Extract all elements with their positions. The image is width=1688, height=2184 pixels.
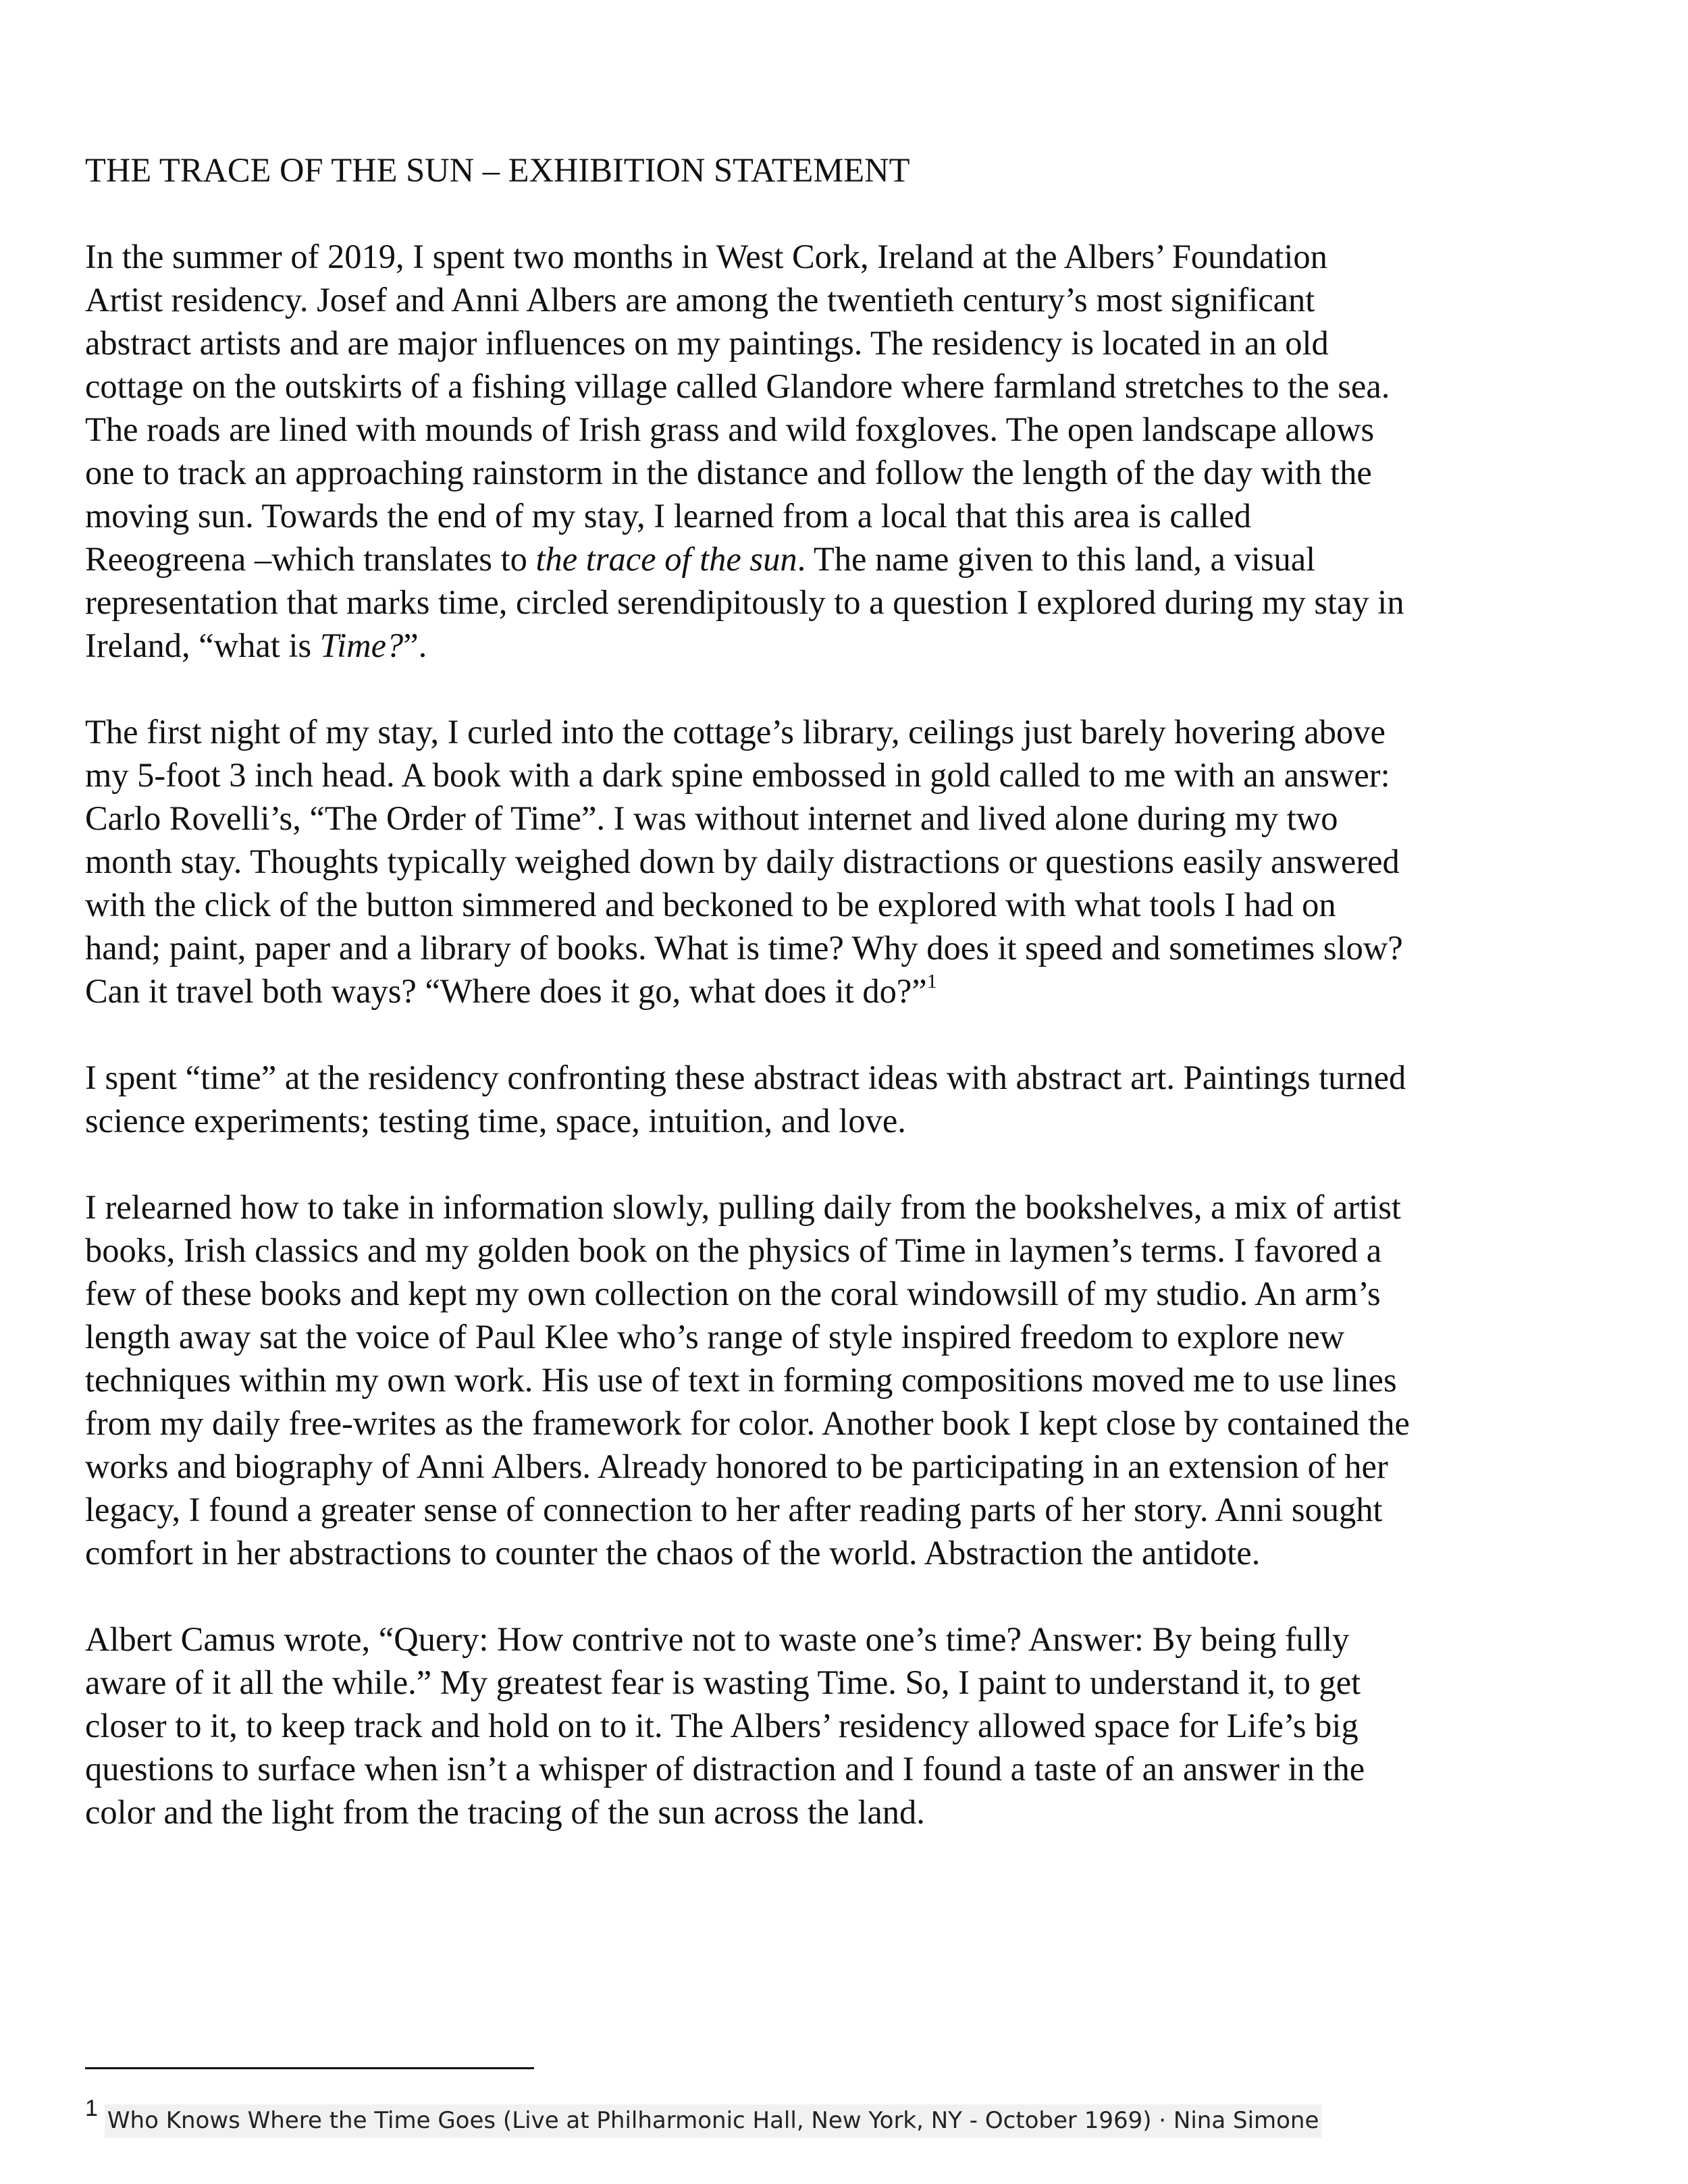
text-line: Carlo Rovelli’s, “The Order of Time”. I was without internet and lived alone during my two	[85, 799, 1338, 837]
italic-phrase: Time?	[319, 627, 404, 664]
italic-phrase: the trace of the sun	[535, 540, 797, 578]
paragraph-2	[85, 710, 1557, 1013]
footnote-link-text[interactable]: Who Knows Where the Time Goes (Live at Philharmonic Hall, New York, NY - October 1969) · Nina Simone	[105, 2104, 1321, 2138]
text-line: comfort in her abstractions to counter the chaos of the world. Abstraction the antidote.	[85, 1534, 1261, 1572]
document-page	[85, 149, 1557, 1877]
document-title: THE TRACE OF THE SUN – EXHIBITION STATEMENT	[85, 151, 910, 189]
text-segment: Reeogreena –which translates to	[85, 540, 536, 578]
footnote	[85, 2096, 1321, 2134]
footnote-reference[interactable]: 1	[926, 970, 937, 992]
text-line: hand; paint, paper and a library of books. What is time? Why does it speed and sometimes slow?	[85, 929, 1403, 967]
text-line: Albert Camus wrote, “Query: How contrive not to waste one’s time? Answer: By being fully	[85, 1620, 1350, 1658]
text-segment: Ireland, “what is	[85, 627, 320, 664]
footnote-separator	[85, 2067, 534, 2069]
paragraph-3	[85, 1056, 1557, 1142]
text-line: closer to it, to keep track and hold on to it. The Albers’ residency allowed space for Life’s big	[85, 1707, 1359, 1744]
text-line: techniques within my own work. His use of text in forming compositions moved me to use lines	[85, 1361, 1397, 1399]
text-segment: Can it travel both ways? “Where does it go, what does it do?”	[85, 972, 927, 1010]
text-line: cottage on the outskirts of a fishing village called Glandore where farmland stretches to the sea.	[85, 367, 1390, 405]
text-line: representation that marks time, circled serendipitously to a question I explored during my stay in	[85, 583, 1404, 621]
footnote-number: 1	[85, 2096, 98, 2121]
text-line: abstract artists and are major influences on my paintings. The residency is located in an old	[85, 324, 1329, 362]
text-line: my 5-foot 3 inch head. A book with a dark spine embossed in gold called to me with an answer:	[85, 756, 1390, 794]
text-line: books, Irish classics and my golden book on the physics of Time in laymen’s terms. I favored a	[85, 1231, 1382, 1269]
text-line: month stay. Thoughts typically weighed down by daily distractions or questions easily answered	[85, 843, 1400, 880]
text-line: legacy, I found a greater sense of connection to her after reading parts of her story. Anni sought	[85, 1491, 1383, 1528]
text-line: The first night of my stay, I curled into the cottage’s library, ceilings just barely hovering above	[85, 713, 1386, 751]
text-segment: ”.	[403, 627, 427, 664]
paragraph-1	[85, 235, 1557, 667]
text-line: aware of it all the while.” My greatest fear is wasting Time. So, I paint to understand it, to get	[85, 1663, 1361, 1701]
paragraph-5	[85, 1618, 1557, 1834]
text-line: Artist residency. Josef and Anni Albers are among the twentieth century’s most significant	[85, 281, 1315, 319]
text-line: from my daily free-writes as the framework for color. Another book I kept close by contained the	[85, 1404, 1410, 1442]
text-line: length away sat the voice of Paul Klee who’s range of style inspired freedom to explore new	[85, 1318, 1345, 1356]
text-line: moving sun. Towards the end of my stay, I learned from a local that this area is called	[85, 497, 1251, 535]
text-line: The roads are lined with mounds of Irish grass and wild foxgloves. The open landscape allows	[85, 410, 1375, 448]
text-line: I spent “time” at the residency confronting these abstract ideas with abstract art. Paintings turned	[85, 1059, 1406, 1096]
text-segment: . The name given to this land, a visual	[797, 540, 1316, 578]
text-line	[85, 624, 1557, 667]
text-line: works and biography of Anni Albers. Already honored to be participating in an extension of her	[85, 1447, 1388, 1485]
text-line: questions to surface when isn’t a whisper of distraction and I found a taste of an answer in the	[85, 1750, 1365, 1788]
text-line	[85, 969, 1557, 1013]
text-line: I relearned how to take in information slowly, pulling daily from the bookshelves, a mix of artist	[85, 1188, 1401, 1226]
text-line: few of these books and kept my own collection on the coral windowsill of my studio. An arm’s	[85, 1275, 1381, 1312]
paragraph-4	[85, 1186, 1557, 1574]
text-line: color and the light from the tracing of the sun across the land.	[85, 1793, 925, 1831]
text-line: one to track an approaching rainstorm in the distance and follow the length of the day with the	[85, 454, 1372, 491]
text-line	[85, 537, 1557, 581]
text-line: with the click of the button simmered and beckoned to be explored with what tools I had on	[85, 886, 1336, 924]
text-line: In the summer of 2019, I spent two months in West Cork, Ireland at the Albers’ Foundation	[85, 238, 1327, 275]
text-line: science experiments; testing time, space, intuition, and love.	[85, 1102, 906, 1140]
